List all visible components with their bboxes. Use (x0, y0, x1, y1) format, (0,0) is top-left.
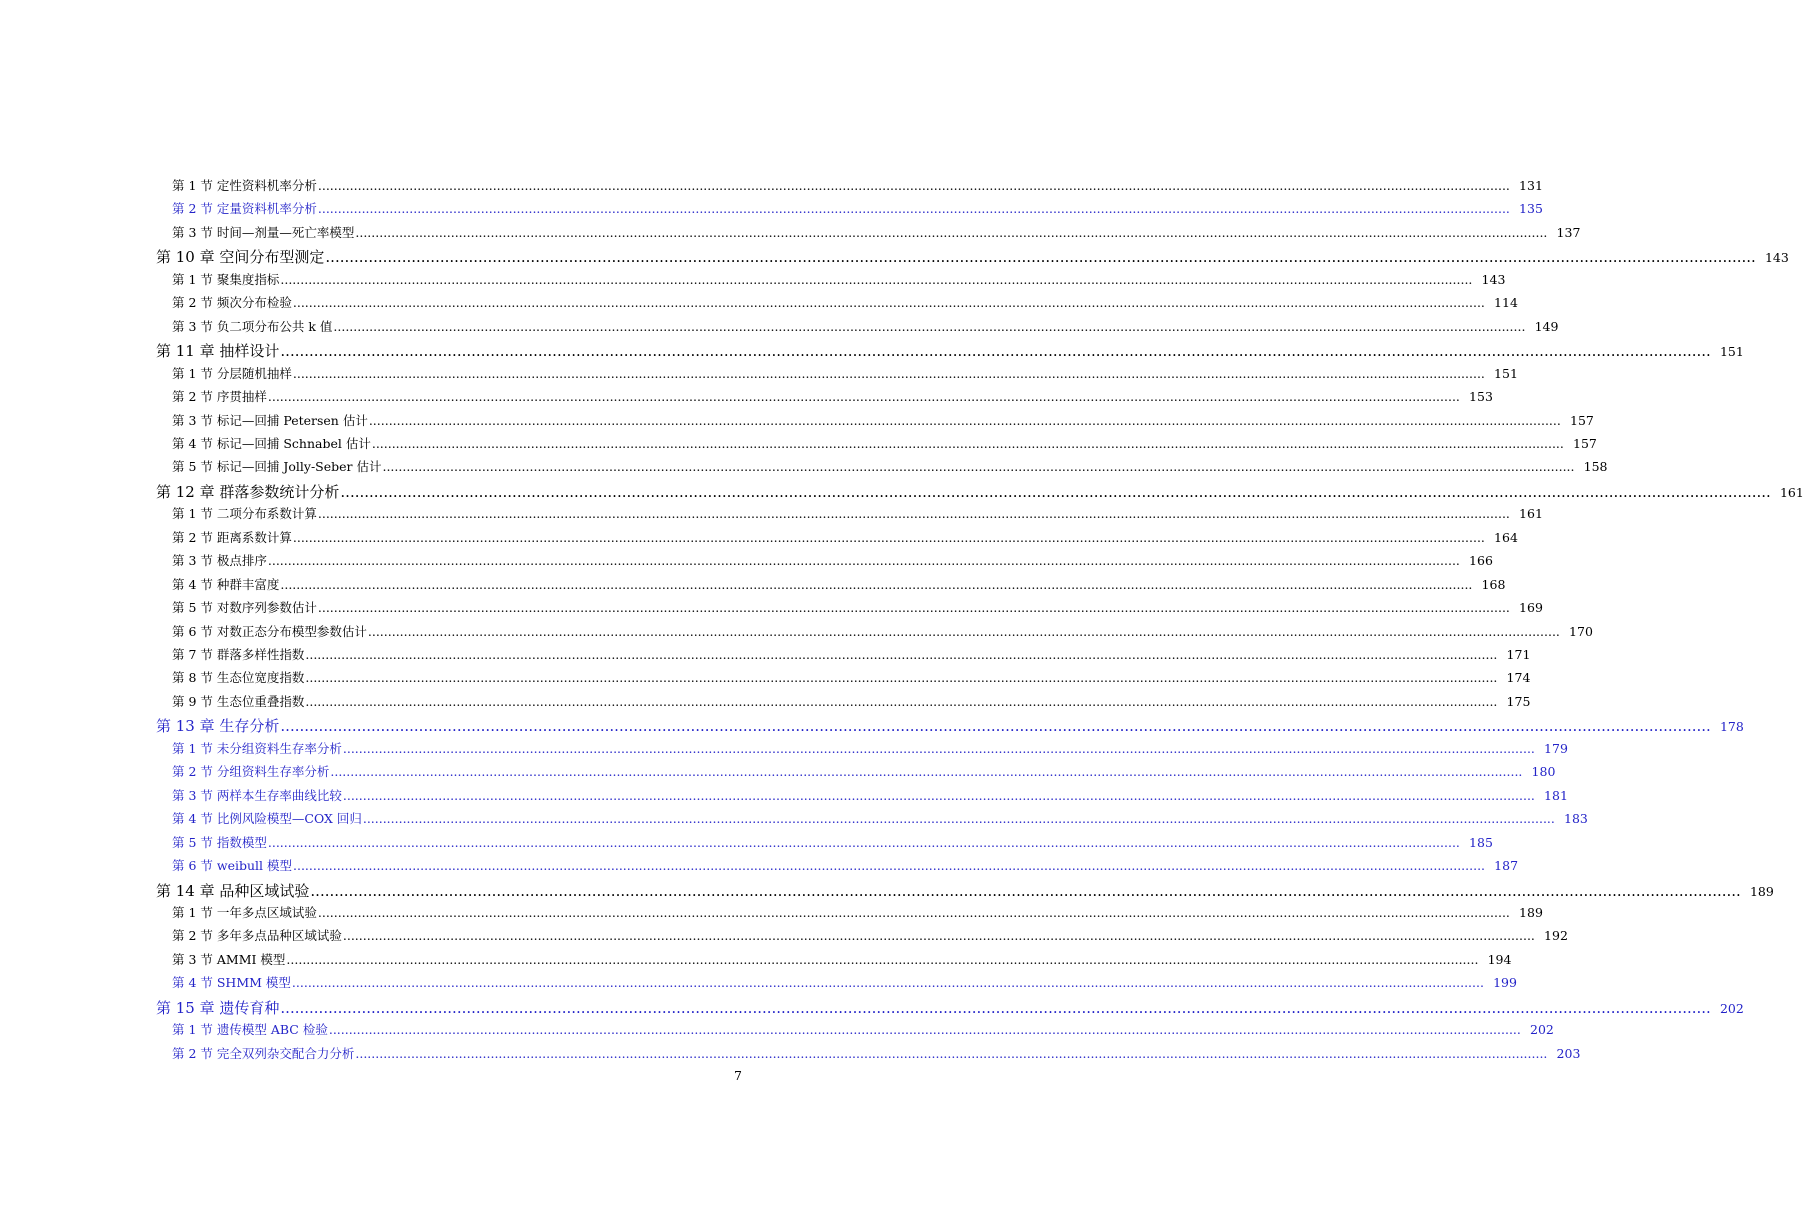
toc-page-number: 189 (1749, 884, 1774, 899)
toc-section-entry[interactable] (172, 223, 1581, 241)
toc-section-entry[interactable] (172, 504, 1543, 522)
toc-leader-dots: ............................................................................................................................................................................................................................................................................................................ (328, 1022, 1521, 1037)
toc-chapter-entry[interactable] (156, 481, 1804, 502)
toc-section-entry[interactable] (172, 199, 1543, 217)
toc-entry-label: 第 4 节 标记—回捕 Schnabel 估计 (172, 436, 371, 451)
toc-section-entry[interactable] (172, 950, 1512, 968)
toc-leader-dots: ............................................................................................................................................................................................................................................................................................................ (317, 506, 1510, 521)
toc-entry-label: 第 3 节 极点排序 (172, 553, 267, 568)
toc-leader-dots: ............................................................................................................................................................................................................................................................................................................ (280, 999, 1711, 1017)
toc-entry-label: 第 6 节 weibull 模型 (172, 858, 292, 873)
toc-page-number: 170 (1569, 624, 1593, 639)
toc-page-number: 157 (1570, 413, 1594, 428)
toc-entry-label: 第 3 节 标记—回捕 Petersen 估计 (172, 413, 368, 428)
toc-chapter-entry[interactable] (156, 340, 1744, 361)
toc-section-entry[interactable] (172, 270, 1506, 288)
page-number: 7 (734, 1068, 742, 1083)
toc-section-entry[interactable] (172, 528, 1518, 546)
toc-entry-label: 第 1 节 定性资料机率分析 (172, 178, 317, 193)
toc-entry-label: 第 13 章 生存分析 (156, 717, 280, 735)
toc-section-entry[interactable] (172, 692, 1531, 710)
toc-page-number: 161 (1779, 485, 1804, 500)
toc-page-number: 203 (1556, 1046, 1581, 1061)
toc-entry-label: 第 5 节 标记—回捕 Jolly-Seber 估计 (172, 459, 382, 474)
toc-page-number: 178 (1719, 719, 1744, 734)
toc-page-number: 189 (1519, 905, 1543, 920)
toc-section-entry[interactable] (172, 809, 1588, 827)
toc-page-number: 180 (1531, 764, 1556, 779)
toc-page-number: 175 (1506, 694, 1531, 709)
toc-page-number: 199 (1493, 975, 1517, 990)
toc-entry-label: 第 5 节 指数模型 (172, 835, 267, 850)
toc-leader-dots: ............................................................................................................................................................................................................................................................................................................ (280, 272, 1473, 287)
toc-section-entry[interactable] (172, 645, 1531, 663)
toc-leader-dots: ............................................................................................................................................................................................................................................................................................................ (305, 694, 1498, 709)
toc-entry-label: 第 3 节 AMMI 模型 (172, 952, 286, 967)
toc-leader-dots: ............................................................................................................................................................................................................................................................................................................ (340, 483, 1771, 501)
toc-page-number: 135 (1519, 201, 1543, 216)
toc-entry-label: 第 2 节 完全双列杂交配合力分析 (172, 1046, 355, 1061)
toc-section-entry[interactable] (172, 364, 1518, 382)
toc-page-number: 171 (1506, 647, 1531, 662)
toc-section-entry[interactable] (172, 1020, 1554, 1038)
toc-entry-label: 第 2 节 序贯抽样 (172, 389, 267, 404)
toc-section-entry[interactable] (172, 973, 1517, 991)
toc-page-number: 166 (1469, 553, 1493, 568)
toc-section-entry[interactable] (172, 387, 1493, 405)
toc-leader-dots: ............................................................................................................................................................................................................................................................................................................ (293, 858, 1486, 873)
toc-entry-label: 第 3 节 时间—剂量—死亡率模型 (172, 225, 355, 240)
toc-entry-label: 第 4 节 SHMM 模型 (172, 975, 291, 990)
toc-section-entry[interactable] (172, 903, 1543, 921)
toc-leader-dots: ............................................................................................................................................................................................................................................................................................................ (342, 788, 1535, 803)
toc-leader-dots: ............................................................................................................................................................................................................................................................................................................ (292, 530, 1485, 545)
toc-leader-dots: ............................................................................................................................................................................................................................................................................................................ (280, 717, 1711, 735)
toc-page-number: 194 (1487, 952, 1512, 967)
toc-entry-label: 第 1 节 一年多点区域试验 (172, 905, 317, 920)
toc-entry-label: 第 3 节 负二项分布公共 k 值 (172, 319, 333, 334)
toc-leader-dots: ............................................................................................................................................................................................................................................................................................................ (371, 436, 1564, 451)
toc-section-entry[interactable] (172, 926, 1568, 944)
toc-section-entry[interactable] (172, 856, 1519, 874)
toc-leader-dots: ............................................................................................................................................................................................................................................................................................................ (267, 389, 1460, 404)
toc-section-entry[interactable] (172, 575, 1506, 593)
toc-entry-label: 第 1 节 聚集度指标 (172, 272, 280, 287)
toc-page-number: 137 (1556, 225, 1581, 240)
toc-leader-dots: ............................................................................................................................................................................................................................................................................................................ (355, 1046, 1548, 1061)
toc-leader-dots: ............................................................................................................................................................................................................................................................................................................ (330, 764, 1523, 779)
toc-entry-label: 第 7 节 群落多样性指数 (172, 647, 305, 662)
toc-leader-dots: ............................................................................................................................................................................................................................................................................................................ (292, 295, 1485, 310)
toc-entry-label: 第 1 节 二项分布系数计算 (172, 506, 317, 521)
toc-section-entry[interactable] (172, 551, 1493, 569)
toc-chapter-entry[interactable] (156, 880, 1774, 901)
toc-section-entry[interactable] (172, 457, 1608, 475)
toc-leader-dots: ............................................................................................................................................................................................................................................................................................................ (367, 624, 1560, 639)
toc-section-entry[interactable] (172, 833, 1493, 851)
toc-page-number: 114 (1494, 295, 1518, 310)
toc-page-number: 131 (1519, 178, 1543, 193)
toc-leader-dots: ............................................................................................................................................................................................................................................................................................................ (317, 905, 1510, 920)
toc-leader-dots: ............................................................................................................................................................................................................................................................................................................ (267, 835, 1460, 850)
toc-entry-label: 第 2 节 距离系数计算 (172, 530, 292, 545)
toc-leader-dots: ............................................................................................................................................................................................................................................................................................................ (280, 577, 1473, 592)
toc-entry-label: 第 4 节 种群丰富度 (172, 577, 280, 592)
toc-page-number: 161 (1519, 506, 1543, 521)
toc-entry-label: 第 1 节 分层随机抽样 (172, 366, 292, 381)
toc-chapter-entry[interactable] (156, 715, 1744, 736)
toc-entry-label: 第 1 节 未分组资料生存率分析 (172, 741, 342, 756)
toc-entry-label: 第 5 节 对数序列参数估计 (172, 600, 317, 615)
toc-leader-dots: ............................................................................................................................................................................................................................................................................................................ (325, 248, 1756, 266)
toc-entry-label: 第 10 章 空间分布型测定 (156, 248, 325, 266)
toc-page-number: 143 (1764, 250, 1789, 265)
toc-entry-label: 第 3 节 两样本生存率曲线比较 (172, 788, 342, 803)
toc-entry-label: 第 4 节 比例风险模型—COX 回归 (172, 811, 362, 826)
toc-section-entry[interactable] (172, 739, 1568, 757)
toc-page-number: 202 (1719, 1001, 1744, 1016)
toc-leader-dots: ............................................................................................................................................................................................................................................................................................................ (317, 178, 1510, 193)
toc-page-number: 149 (1534, 319, 1559, 334)
toc-leader-dots: ............................................................................................................................................................................................................................................................................................................ (310, 882, 1741, 900)
toc-leader-dots: ............................................................................................................................................................................................................................................................................................................ (317, 201, 1510, 216)
toc-page-number: 187 (1494, 858, 1519, 873)
toc-page-number: 179 (1544, 741, 1568, 756)
toc-section-entry[interactable] (172, 317, 1559, 335)
toc-page-number: 158 (1583, 459, 1608, 474)
toc-leader-dots: ............................................................................................................................................................................................................................................................................................................ (342, 741, 1535, 756)
toc-entry-label: 第 2 节 定量资料机率分析 (172, 201, 317, 216)
toc-leader-dots: ............................................................................................................................................................................................................................................................................................................ (362, 811, 1555, 826)
toc-leader-dots: ............................................................................................................................................................................................................................................................................................................ (292, 366, 1485, 381)
toc-section-entry[interactable] (172, 598, 1543, 616)
toc-leader-dots: ............................................................................................................................................................................................................................................................................................................ (305, 670, 1498, 685)
toc-page-number: 185 (1469, 835, 1493, 850)
toc-leader-dots: ............................................................................................................................................................................................................................................................................................................ (382, 459, 1575, 474)
toc-section-entry[interactable] (172, 411, 1594, 429)
toc-entry-label: 第 9 节 生态位重叠指数 (172, 694, 305, 709)
toc-section-entry[interactable] (172, 622, 1593, 640)
toc-page-number: 168 (1481, 577, 1506, 592)
toc-page-number: 174 (1506, 670, 1531, 685)
toc-leader-dots: ............................................................................................................................................................................................................................................................................................................ (280, 342, 1711, 360)
toc-page-number: 183 (1564, 811, 1588, 826)
toc-entry-label: 第 15 章 遗传育种 (156, 999, 280, 1017)
toc-entry-label: 第 1 节 遗传模型 ABC 检验 (172, 1022, 328, 1037)
toc-entry-label: 第 6 节 对数正态分布模型参数估计 (172, 624, 367, 639)
toc-leader-dots: ............................................................................................................................................................................................................................................................................................................ (368, 413, 1561, 428)
toc-section-entry[interactable] (172, 293, 1518, 311)
toc-chapter-entry[interactable] (156, 997, 1744, 1018)
toc-leader-dots: ............................................................................................................................................................................................................................................................................................................ (333, 319, 1526, 334)
toc-entry-label: 第 11 章 抽样设计 (156, 342, 280, 360)
toc-page-number: 157 (1573, 436, 1597, 451)
toc-entry-label: 第 2 节 多年多点品种区域试验 (172, 928, 342, 943)
toc-leader-dots: ............................................................................................................................................................................................................................................................................................................ (305, 647, 1498, 662)
toc-section-entry[interactable] (172, 434, 1597, 452)
toc-page-number: 153 (1469, 389, 1493, 404)
toc-page-number: 169 (1519, 600, 1543, 615)
toc-entry-label: 第 14 章 品种区域试验 (156, 882, 310, 900)
toc-leader-dots: ............................................................................................................................................................................................................................................................................................................ (342, 928, 1535, 943)
toc-page-number: 181 (1544, 788, 1568, 803)
toc-entry-label: 第 8 节 生态位宽度指数 (172, 670, 305, 685)
toc-chapter-entry[interactable] (156, 246, 1789, 267)
toc-entry-label: 第 2 节 分组资料生存率分析 (172, 764, 330, 779)
toc-entry-label: 第 2 节 频次分布检验 (172, 295, 292, 310)
toc-leader-dots: ............................................................................................................................................................................................................................................................................................................ (267, 553, 1460, 568)
toc-section-entry[interactable] (172, 176, 1543, 194)
toc-section-entry[interactable] (172, 668, 1531, 686)
toc-leader-dots: ............................................................................................................................................................................................................................................................................................................ (286, 952, 1479, 967)
toc-leader-dots: ............................................................................................................................................................................................................................................................................................................ (317, 600, 1510, 615)
toc-page-number: 151 (1719, 344, 1744, 359)
toc-page-number: 202 (1530, 1022, 1554, 1037)
toc-entry-label: 第 12 章 群落参数统计分析 (156, 483, 340, 501)
toc-page-number: 151 (1494, 366, 1518, 381)
toc-page-number: 143 (1481, 272, 1506, 287)
toc-section-entry[interactable] (172, 1044, 1581, 1062)
toc-leader-dots: ............................................................................................................................................................................................................................................................................................................ (291, 975, 1484, 990)
toc-page-number: 192 (1544, 928, 1568, 943)
toc-leader-dots: ............................................................................................................................................................................................................................................................................................................ (355, 225, 1548, 240)
toc-section-entry[interactable] (172, 786, 1568, 804)
toc-page-number: 164 (1494, 530, 1518, 545)
toc-section-entry[interactable] (172, 762, 1556, 780)
